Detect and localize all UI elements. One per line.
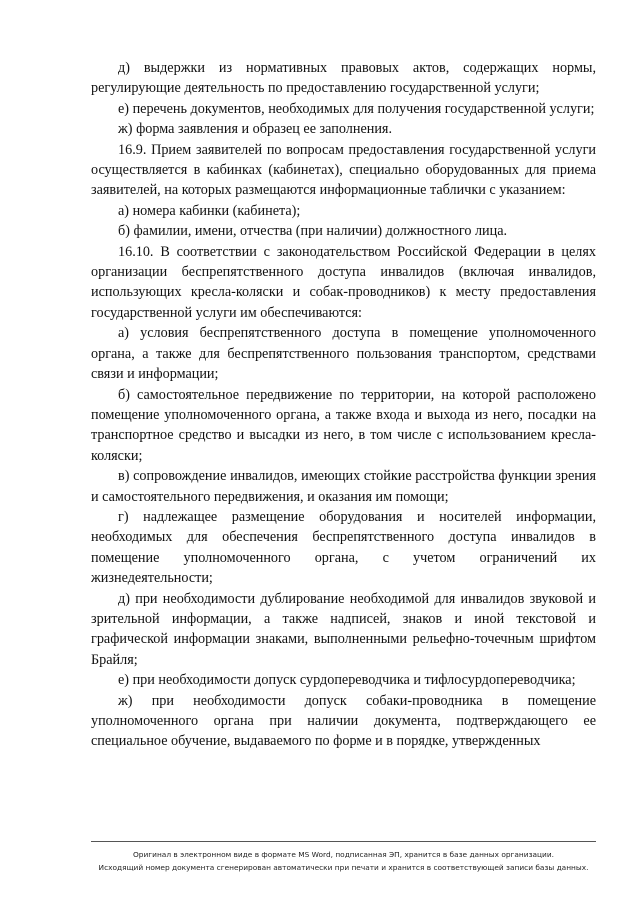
paragraph-b-official-name: б) фамилии, имени, отчества (при наличии) должностного лица. [118,223,508,240]
paragraph-e-documents-list: е) перечень документов, необходимых для получения государственной услуги; [118,100,595,117]
footer-line-original: Оригинал в электронном виде в формате MS Word, подписанная ЭП, хранится в базе данных организации. [132,850,555,859]
paragraph-16-10: 16.10. В соответствии с законодательством Российской Федерации в целях организации беспрепятственного доступа инвалидов (включая инвалидов, использующих кресла-коляски и собак-проводников) к месту предоставления государственной услуги им обеспечиваются: [91,243,596,321]
paragraph-v-escort: в) сопровождение инвалидов, имеющих стойкие расстройства функции зрения и самостоятельного передвижения, и оказания им помощи; [91,468,596,505]
paragraph-d-excerpts: д) выдержки из нормативных правовых актов, содержащих нормы, регулирующие деятельность по предоставлению государственной услуги; [91,60,596,97]
paragraph-g-equipment: г) надлежащее размещение оборудования и носителей информации, необходимых для обеспечения беспрепятственного доступа инвалидов в помещение уполномоченного органа, с учетом ограничений их жизнедеятельности; [91,508,596,587]
paragraph-zh-guide-dog: ж) при необходимости допуск собаки-проводника в помещение уполномоченного органа при наличии документа, подтверждающего ее специальное обучение, выдаваемого по форме и в порядке, утвержденных [91,692,596,750]
paragraph-b-movement: б) самостоятельное передвижение по территории, на которой расположено помещение уполномоченного органа, а также входа и выхода из него, посадки на транспортное средство и высадки из него, в том числе с использованием кресла-коляски; [91,386,596,464]
document-body [91,58,596,752]
footer-divider [91,841,596,842]
paragraph-e-sign-interpreter: е) при необходимости допуск сурдопереводчика и тифлосурдопереводчика; [118,672,576,689]
paragraph-16-9: 16.9. Прием заявителей по вопросам предоставления государственной услуги осуществляется в кабинках (кабинетах), специально оборудованных для приема заявителей, на которых размещаются информационные таблички с указанием: [91,141,596,199]
paragraph-a-booth-number: а) номера кабинки (кабинета); [118,202,301,219]
footer-note [60,848,627,874]
footer-line-number: Исходящий номер документа сгенерирован автоматически при печати и хранится в соответствующей записи базы данных. [98,863,589,872]
paragraph-zh-application-form: ж) форма заявления и образец ее заполнения. [118,121,393,138]
paragraph-d-duplication: д) при необходимости дублирование необходимой для инвалидов звуковой и зрительной информации, а также надписей, знаков и иной текстовой и графической информации знаками, выполненными рельефно-точечным шрифтом Брайля; [91,590,596,668]
paragraph-a-access-conditions: а) условия беспрепятственного доступа в помещение уполномоченного органа, а также для беспрепятственного пользования транспортом, средствами связи и информации; [91,325,596,383]
